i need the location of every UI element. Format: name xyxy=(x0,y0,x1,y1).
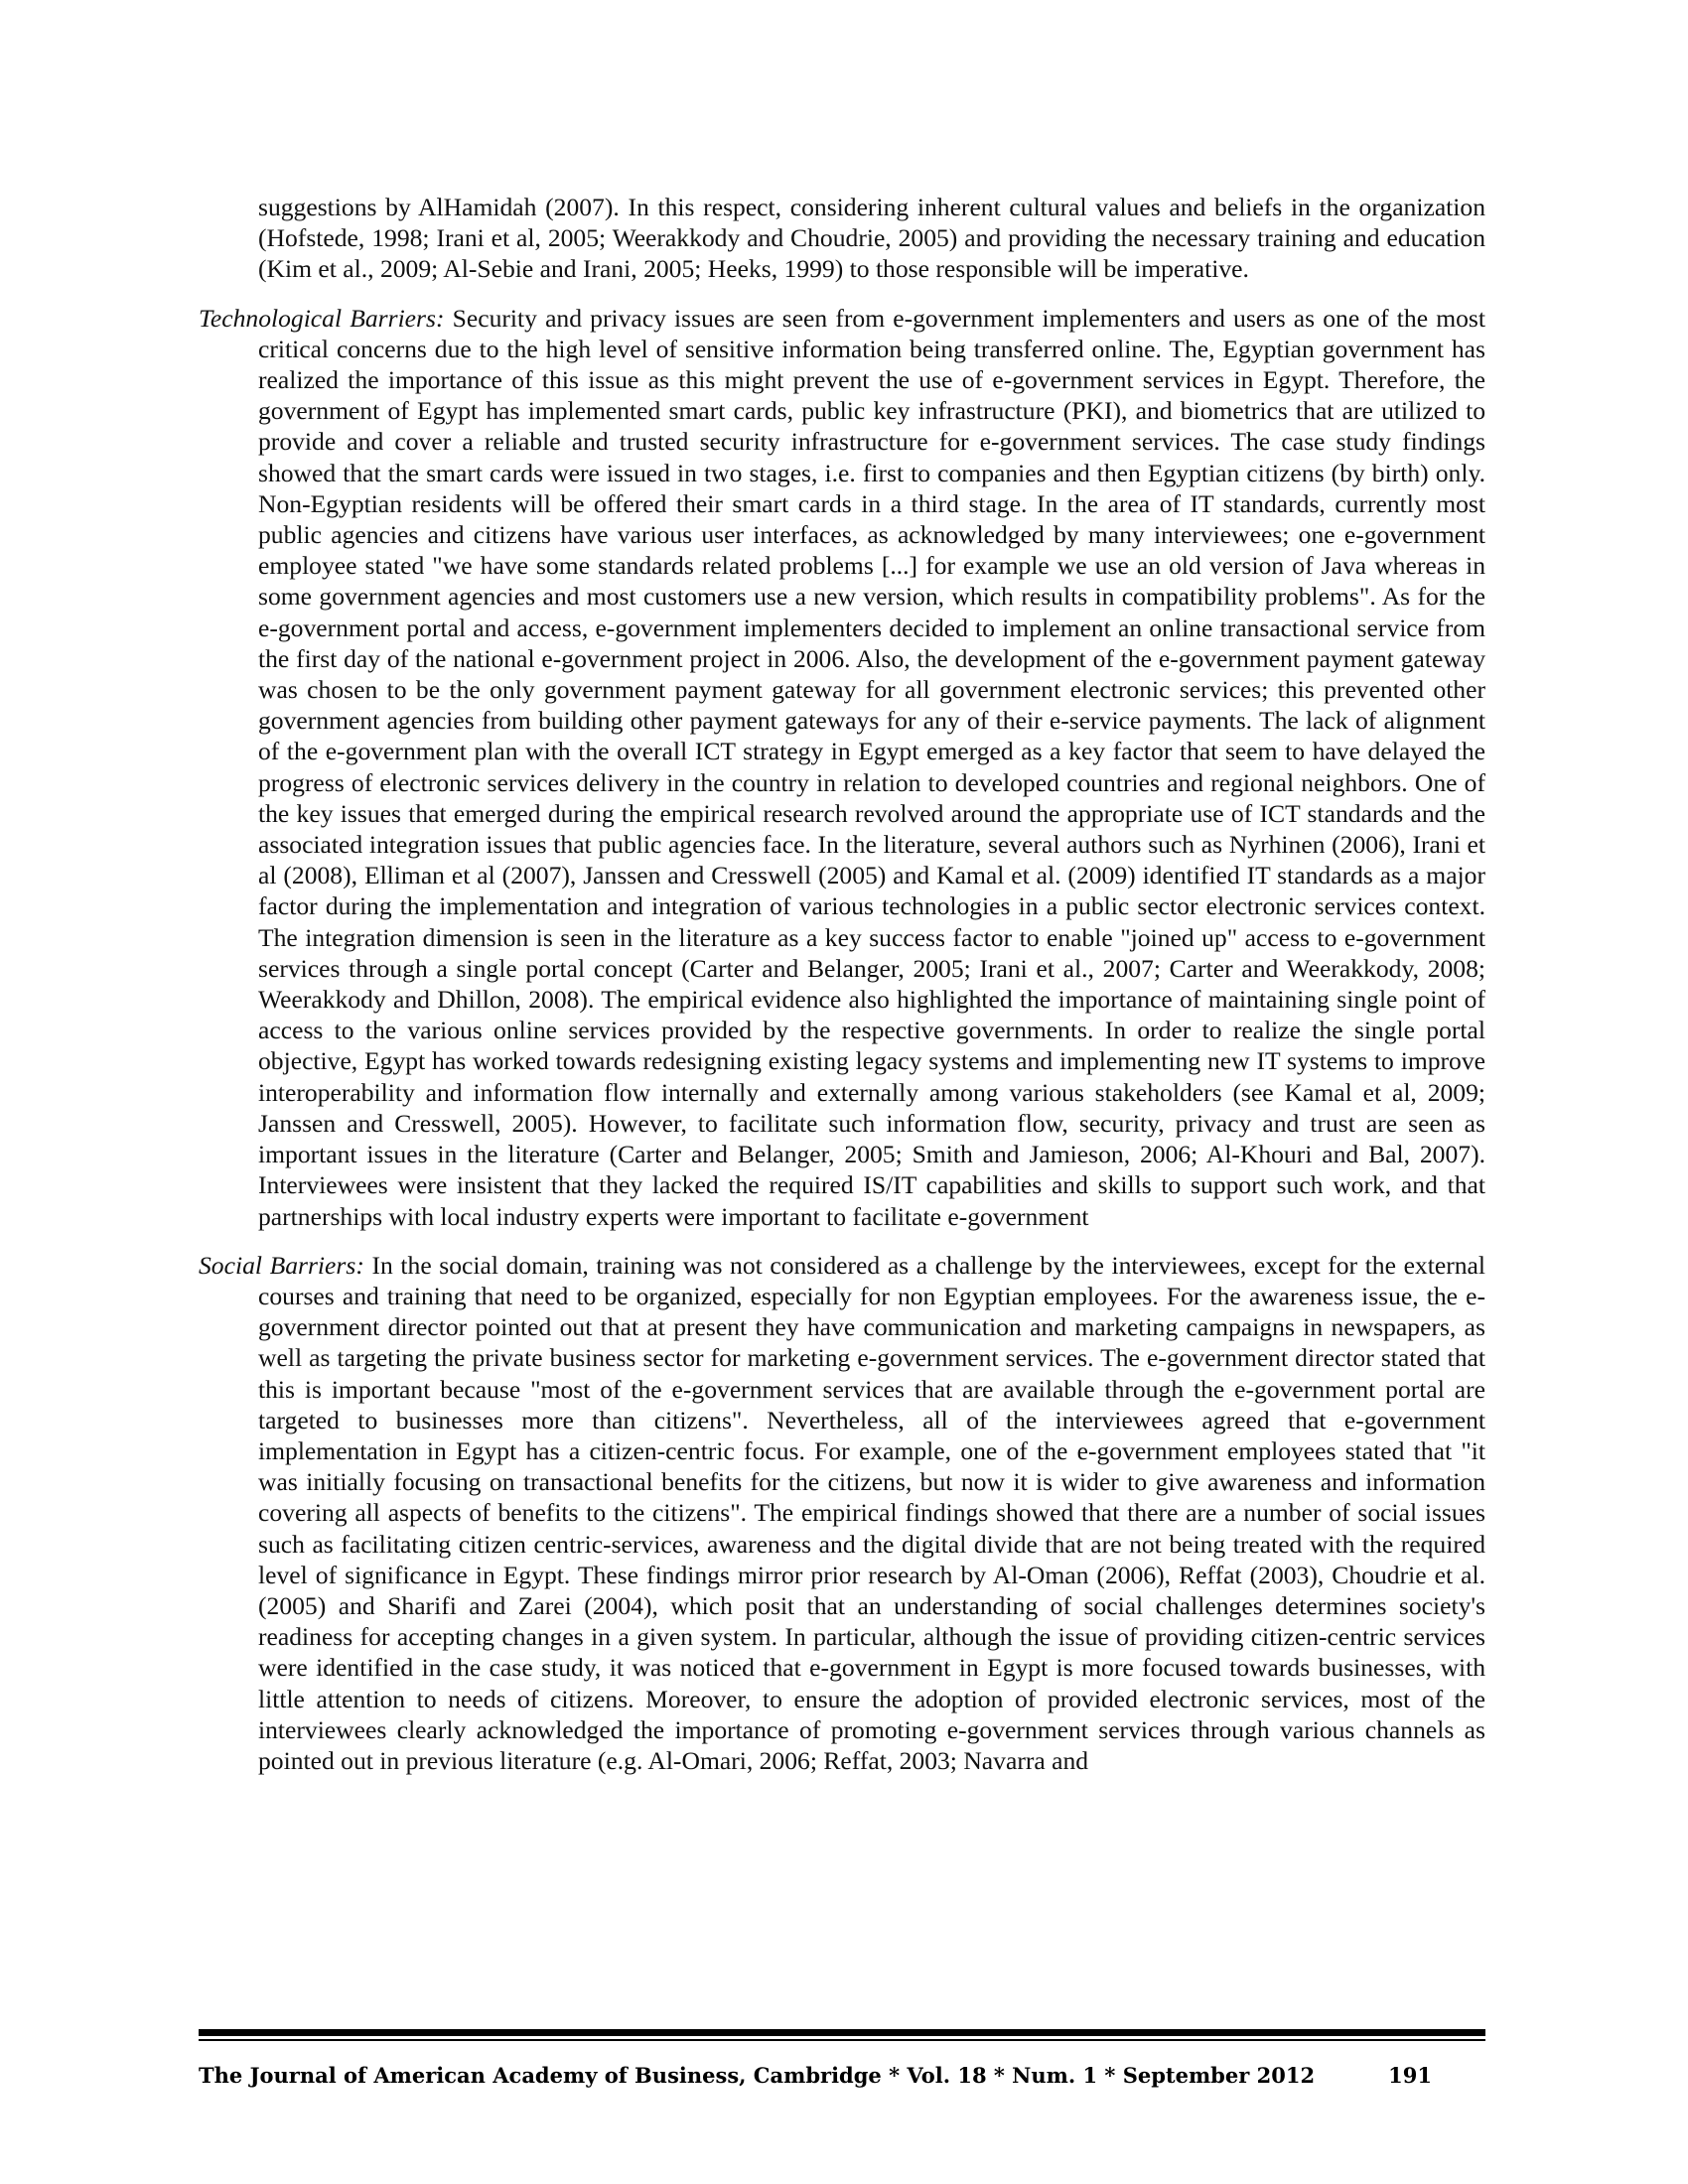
body-text xyxy=(199,192,1485,1794)
page-footer xyxy=(199,2063,1485,2103)
paragraph-text: suggestions by AlHamidah (2007). In this respect, considering inherent cultural values and beliefs in the organization (Hofstede, 1998; Irani et al, 2005; Weerakkody and Choudrie, 2005) and providing the necessary training and education (Kim et al., 2009; Al-Sebie and Irani, 2005; Heeks, 1999) to those responsible will be imperative. xyxy=(258,193,1485,284)
paragraph-text: In the social domain, training was not considered as a challenge by the interviewees, except for the external courses and training that need to be organized, especially for non Egyptian employees. For the awareness issue, the e-government director pointed out that at present they have communication and marketing campaigns in newspapers, as well as targeting the private business sector for marketing e-government services. The e-government director stated that this is important because "most of the e-government services that are available through the e-government portal are targeted to businesses more than citizens". Nevertheless, all of the interviewees agreed that e-government implementation in Egypt has a citizen-centric focus. For example, one of the e-government employees stated that "it was initially focusing on transactional benefits for the citizens, but now it is wider to give awareness and information covering all aspects of benefits to the citizens". The empirical findings showed that there are a number of social issues such as facilitating citizen centric-services, awareness and the digital divide that are not being treated with the required level of significance in Egypt. These findings mirror prior research by Al-Oman (2006), Reffat (2003), Choudrie et al. (2005) and Sharifi and Zarei (2004), which posit that an understanding of social challenges determines society's readiness for accepting changes in a given system. In particular, although the issue of providing citizen-centric services were identified in the case study, it was noticed that e-government in Egypt is more focused towards businesses, with little attention to needs of citizens. Moreover, to ensure the adoption of provided electronic services, most of the interviewees clearly acknowledged the importance of promoting e-government services through various channels as pointed out in previous literature (e.g. Al-Omari, 2006; Reffat, 2003; Navarra and xyxy=(258,1250,1485,1775)
paragraph-text: Security and privacy issues are seen from e-government implementers and users as one of the most critical concerns due to the high level of sensitive information being transferred online. The, Egyptian government has realized the importance of this issue as this might prevent the use of e-government services in Egypt. Therefore, the government of Egypt has implemented smart cards, public key infrastructure (PKI), and biometrics that are utilized to provide and cover a reliable and trusted security infrastructure for e-government services. The case study findings showed that the smart cards were issued in two stages, i.e. first to companies and then Egyptian citizens (by birth) only. Non-Egyptian residents will be offered their smart cards in a third stage. In the area of IT standards, currently most public agencies and citizens have various user interfaces, as acknowledged by many interviewees; one e-government employee stated "we have some standards related problems [...] for example we use an old version of Java whereas in some government agencies and most customers use a new version, which results in compatibility problems". As for the e-government portal and access, e-government implementers decided to implement an online transactional service from the first day of the national e-government project in 2006. Also, the development of the e-government payment gateway was chosen to be the only government payment gateway for all government electronic services; this prevented other government agencies from building other payment gateways for any of their e-service payments. The lack of alignment of the e-government plan with the overall ICT strategy in Egypt emerged as a key factor that seem to have delayed the progress of electronic services delivery in the country in relation to developed countries and regional neighbors. One of the key issues that emerged during the empirical research revolved around the appropriate use of ICT standards and the associated integration issues that public agencies face. In the literature, several authors such as Nyrhinen (2006), Irani et al (2008), Elliman et al (2007), Janssen and Cresswell (2005) and Kamal et al. (2009) identified IT standards as a major factor during the implementation and integration of various technologies in a public sector electronic services context. The integration dimension is seen in the literature as a key success factor to enable "joined up" access to e-government services through a single portal concept (Carter and Belanger, 2005; Irani et al., 2007; Carter and Weerakkody, 2008; Weerakkody and Dhillon, 2008). The empirical evidence also highlighted the importance of maintaining single point of access to the various online services provided by the respective governments. In order to realize the single portal objective, Egypt has worked towards redesigning existing legacy systems and implementing new IT systems to improve interoperability and information flow internally and externally among various stakeholders (see Kamal et al, 2009; Janssen and Cresswell, 2005). However, to facilitate such information flow, security, privacy and trust are seen as important issues in the literature (Carter and Belanger, 2005; Smith and Jamieson, 2006; Al-Khouri and Bal, 2007). Interviewees were insistent that they lacked the required IS/IT capabilities and skills to support such work, and that partnerships with local industry experts were important to facilitate e-government xyxy=(258,303,1485,1231)
paragraph-heading: Social Barriers: xyxy=(199,1250,364,1280)
page-number: 191 xyxy=(1388,2063,1432,2088)
paragraph-heading: Technological Barriers: xyxy=(199,303,445,333)
paragraph-continuation xyxy=(258,192,1485,285)
footer-journal-citation: The Journal of American Academy of Business, Cambridge * Vol. 18 * Num. 1 * September 2012 xyxy=(199,2063,1316,2088)
footer-rule xyxy=(199,2029,1485,2036)
paragraph-social-barriers xyxy=(199,1250,1485,1776)
footer-rule-thin xyxy=(199,2039,1485,2041)
paragraph-technological-barriers xyxy=(199,303,1485,1232)
